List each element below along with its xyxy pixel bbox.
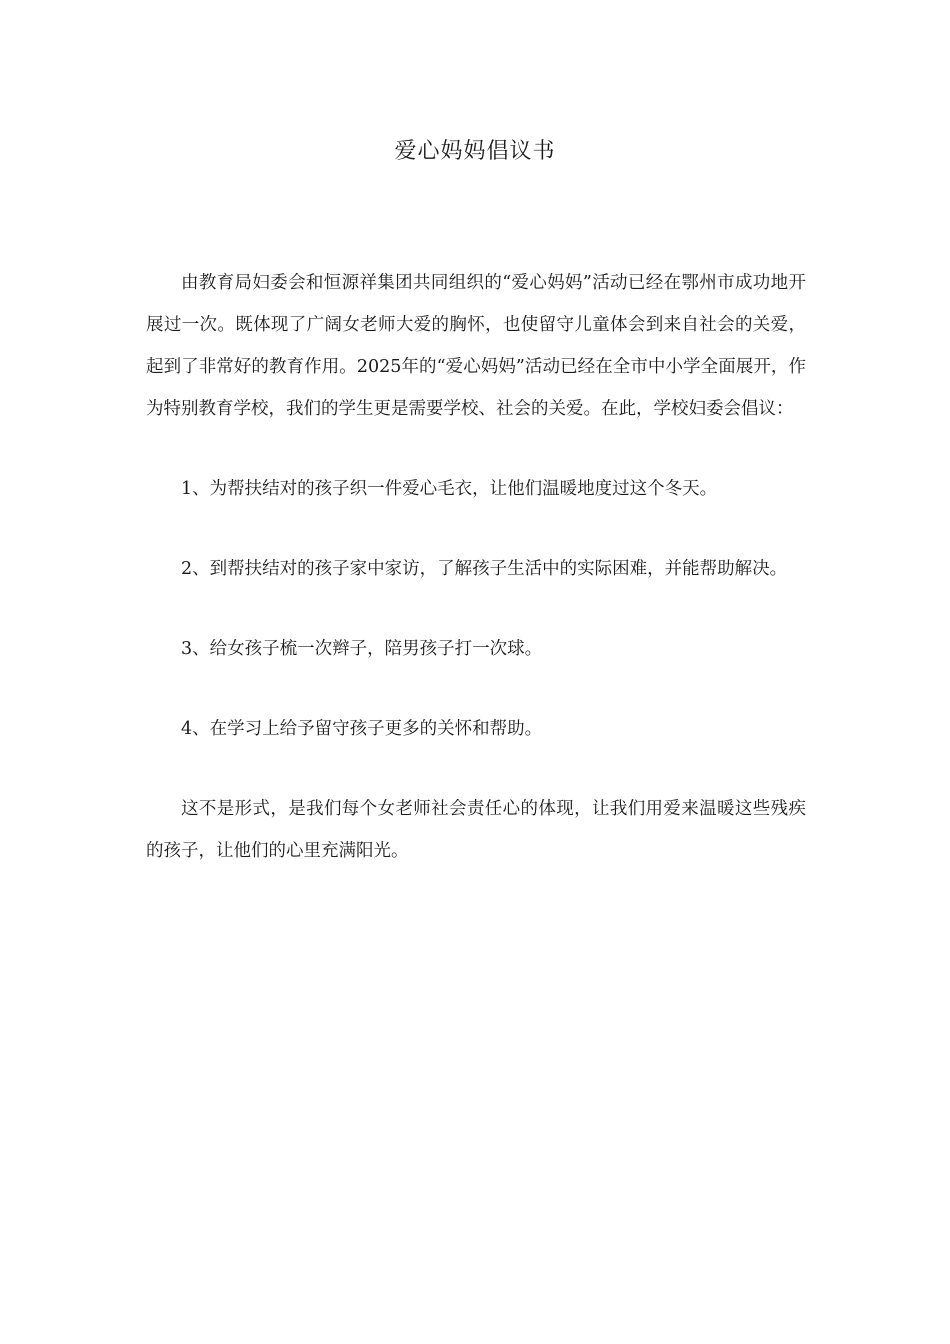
proposal-item-1: 1、为帮扶结对的孩子织一件爱心毛衣，让他们温暖地度过这个冬天。 [181, 479, 718, 499]
proposal-item-3: 3、给女孩子梳一次辫子，陪男孩子打一次球。 [181, 639, 543, 659]
closing-paragraph: 这不是形式，是我们每个女老师社会责任心的体现，让我们用爱来温暖这些残疾的孩子，让他们的心里充满阳光。 [146, 799, 806, 861]
proposal-item-4: 4、在学习上给予留守孩子更多的关怀和帮助。 [181, 719, 543, 739]
proposal-item-2: 2、到帮扶结对的孩子家中家访，了解孩子生活中的实际困难，并能帮助解决。 [181, 559, 788, 579]
document-body [146, 262, 806, 872]
document-title: 爱心妈妈倡议书 [394, 139, 556, 164]
intro-paragraph: 由教育局妇委会和恒源祥集团共同组织的“爱心妈妈”活动已经在鄂州市成功地开展过一次。既体现了广阔女老师大爱的胸怀，也使留守儿童体会到来自社会的关爱，起到了非常好的教育作用。2025年的“爱心妈妈”活动已经在全市中小学全面展开，作为特别教育学校，我们的学生更是需要学校、社会的关爱。在此，学校妇委会倡议： [146, 273, 806, 419]
